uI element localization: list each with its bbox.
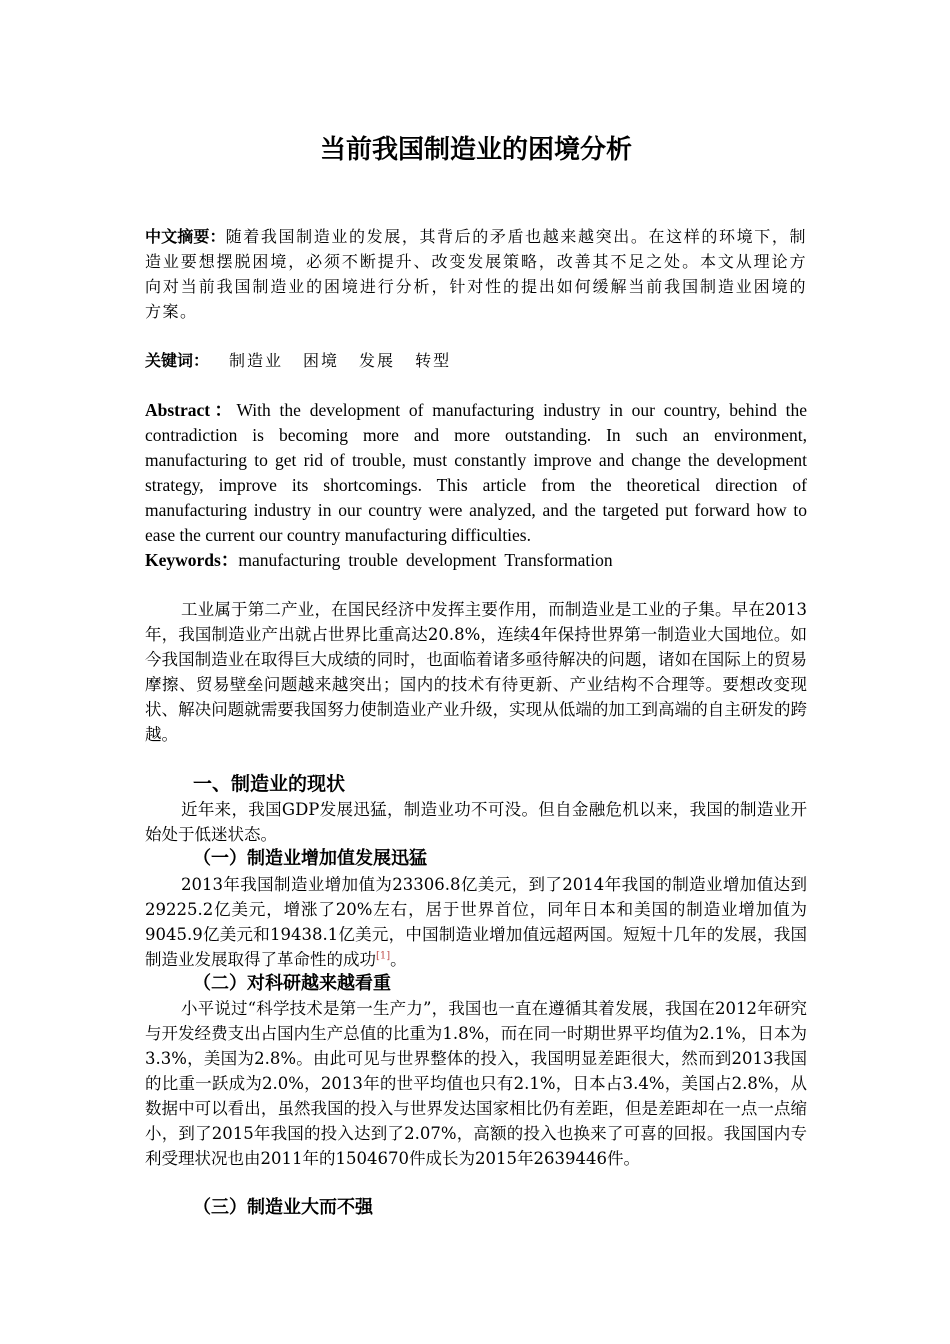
chinese-keywords-label: 关键词： (145, 351, 210, 370)
english-keywords (145, 548, 807, 573)
section-paragraph: 近年来，我国GDP发展迅猛，制造业功不可没。但自金融危机以来，我国的制造业开始处于低迷状态。 (145, 800, 807, 844)
chinese-abstract (145, 224, 807, 324)
chinese-keyword: 转型 (415, 351, 452, 370)
subsection-heading: （一）制造业增加值发展迅猛 (193, 848, 427, 869)
chinese-keywords (145, 348, 807, 373)
paragraph-end: 。 (390, 950, 407, 969)
subsection-heading: （二）对科研越来越看重 (193, 973, 391, 994)
english-keyword: development (405, 550, 497, 570)
english-keyword: Transformation (504, 550, 613, 570)
chinese-keyword: 困境 (303, 351, 340, 370)
chinese-keyword: 制造业 (229, 351, 284, 370)
intro-paragraph: 工业属于第二产业，在国民经济中发挥主要作用，而制造业是工业的子集。早在2013年，我国制造业产出就占世界比重高达20.8%，连续4年保持世界第一制造业大国地位。如今我国制造业在取得巨大成绩的同时，也面临着诸多亟待解决的问题，诸如在国际上的贸易摩擦、贸易壁垒问题越来越突出；国内的技术有待更新、产业结构不合理等。要想改变现状、解决问题就需要我国努力使制造业产业升级，实现从低端的加工到高端的自主研发的跨越。 (145, 600, 807, 744)
english-keyword: manufacturing (238, 550, 341, 570)
subsection-paragraph: 小平说过“科学技术是第一生产力”，我国也一直在遵循其着发展，我国在2012年研究与开发经费支出占国内生产总值的比重为1.8%，而在同一时期世界平均值为2.1%，日本为3.3%，美国为2.8%。由此可见与世界整体的投入，我国明显差距很大，然而到2013我国的比重一跃成为2.0%，2013年的世平均值也只有2.1%，日本占3.4%，美国占2.8%，从数据中可以看出，虽然我国的投入与世界发达国家相比仍有差距，但是差距却在一点一点缩小，到了2015年我国的投入达到了2.07%，高额的投入也换来了可喜的回报。我国国内专利受理状况也由2011年的1504670件成长为2015年2639446件。 (145, 999, 807, 1168)
section-heading: 一、制造业的现状 (193, 773, 346, 795)
chinese-abstract-label: 中文摘要： (145, 227, 226, 246)
english-keywords-label: Keywords： (145, 550, 239, 570)
paragraph-text: 2013年我国制造业增加值为23306.8亿美元，到了2014年我国的制造业增加值达到29225.2亿美元，增涨了20%左右，居于世界首位，同年日本和美国的制造业增加值为9045.9亿美元和19438.1亿美元，中国制造业增加值远超两国。短短十几年的发展，我国制造业发展取得了革命性的成功 (145, 875, 807, 969)
paper-title: 当前我国制造业的困境分析 (319, 135, 632, 165)
english-abstract (145, 398, 807, 548)
chinese-abstract-text: 随着我国制造业的发展，其背后的矛盾也越来越突出。在这样的环境下，制造业要想摆脱困境，必须不断提升、改变发展策略，改善其不足之处。本文从理论方向对当前我国制造业的困境进行分析，针对性的提出如何缓解当前我国制造业困境的方案。 (145, 227, 807, 321)
subsection-heading: （三）制造业大而不强 (193, 1197, 373, 1218)
english-abstract-label: Abstract： (145, 400, 237, 420)
chinese-keyword: 发展 (359, 351, 396, 370)
english-abstract-text: With the development of manufacturing industry in our country, behind the contradiction is becoming more and more outstanding. In such an environment, manufacturing to get rid of trouble, must constantly improve and change the development strategy, improve its shortcomings. This article from the theoretical direction of manufacturing industry in our country were analyzed, and the targeted put forward how to ease the current our country manufacturing difficulties. (145, 400, 808, 545)
english-keyword: trouble (348, 550, 398, 570)
citation-link[interactable]: [1] (376, 950, 391, 962)
subsection-paragraph (145, 872, 807, 972)
